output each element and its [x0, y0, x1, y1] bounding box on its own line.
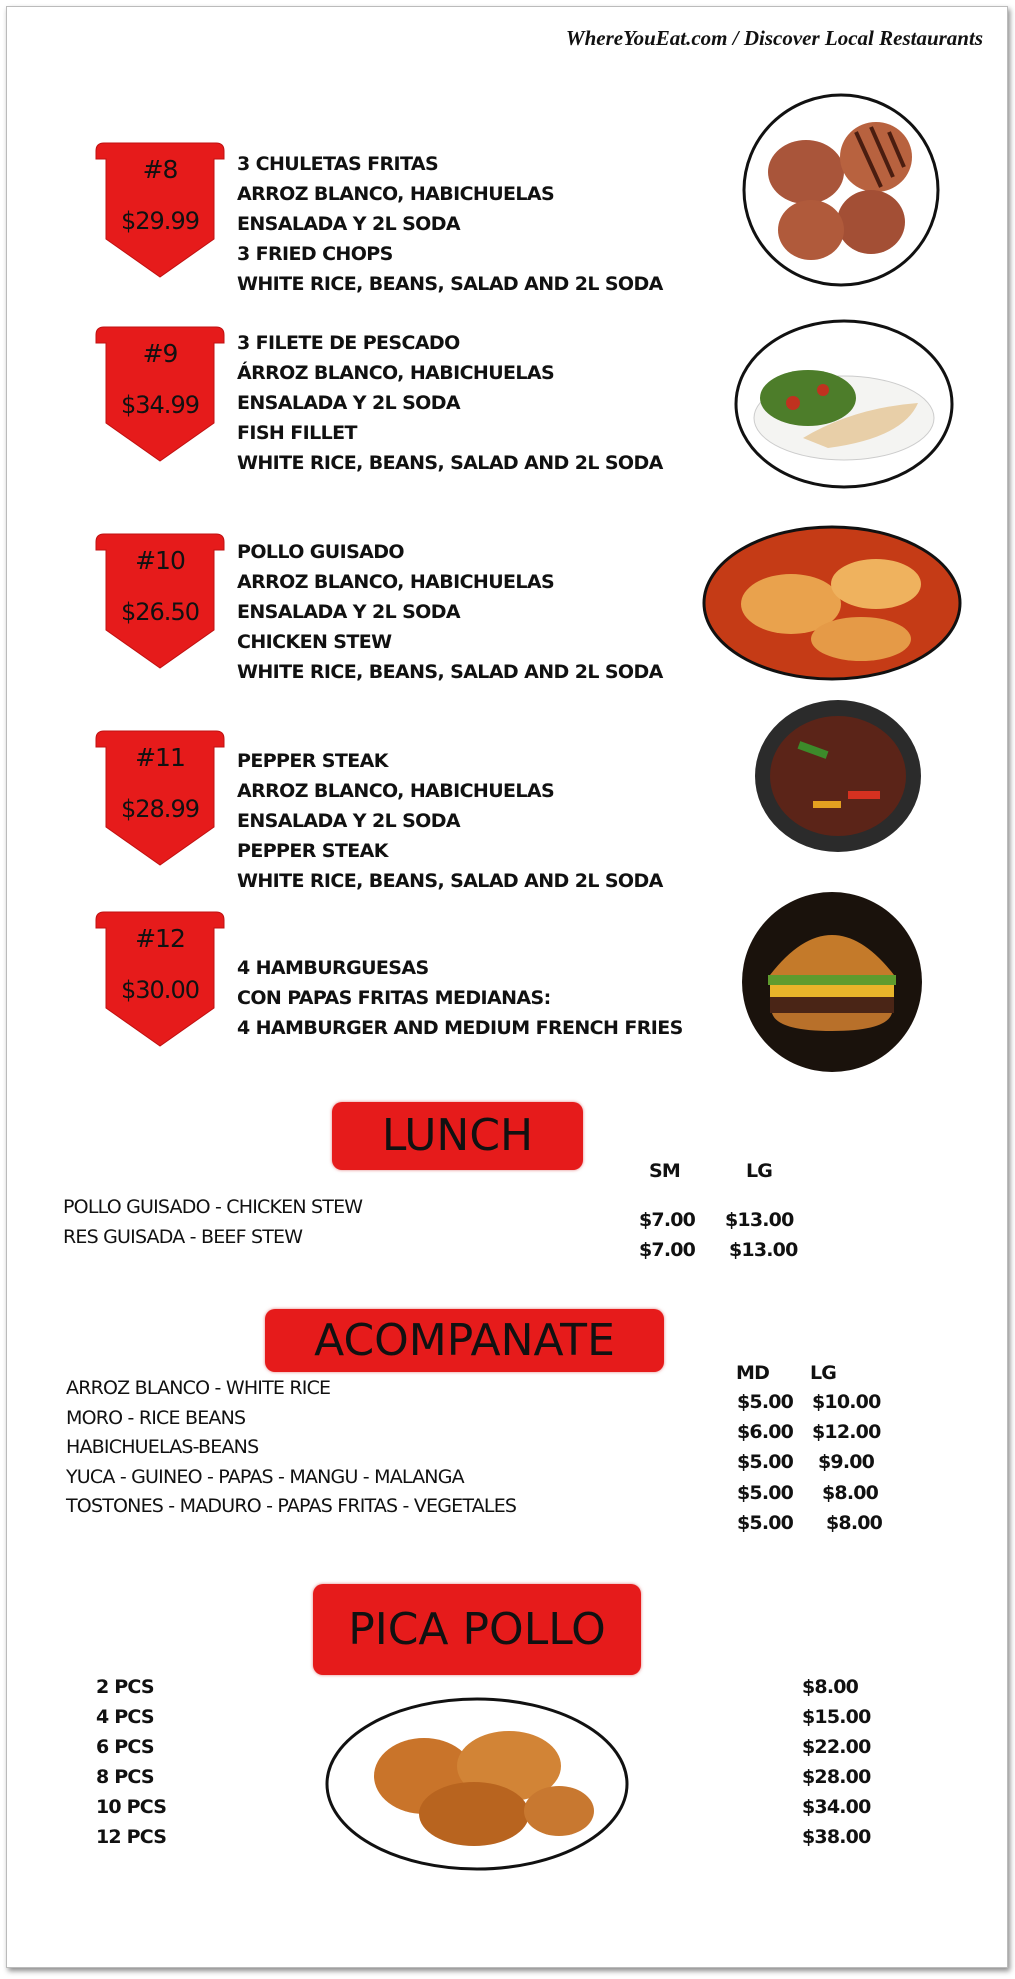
lunch-item-lg-price: $13.00 [729, 1239, 798, 1261]
combo-line: 4 HAMBURGER AND MEDIUM FRENCH FRIES [237, 1017, 683, 1039]
lunch-item-name: RES GUISADA - BEEF STEW [63, 1226, 303, 1248]
combo-line: ENSALADA Y 2L SODA [237, 810, 460, 832]
combo-line: ENSALADA Y 2L SODA [237, 392, 460, 414]
pica-pollo-qty: 8 PCS [96, 1766, 154, 1788]
side-item-lg-price: $8.00 [826, 1511, 883, 1534]
combo-line: WHITE RICE, BEANS, SALAD AND 2L SODA [237, 870, 663, 892]
pepper-steak-image [753, 696, 923, 856]
combo-line: PEPPER STEAK [237, 750, 388, 772]
combo-number: #9 [142, 339, 178, 368]
site-watermark: WhereYouEat.com / Discover Local Restaurants [565, 26, 983, 50]
side-item-lg-price: $9.00 [818, 1451, 875, 1474]
combo-price: $30.00 [121, 976, 199, 1004]
lunch-item-sm-price: $7.00 [639, 1239, 696, 1261]
combo-line: WHITE RICE, BEANS, SALAD AND 2L SODA [237, 452, 663, 474]
side-item-lg-price: $8.00 [822, 1481, 879, 1504]
combo-description [237, 953, 683, 1043]
side-item-lg-price: $10.00 [812, 1391, 881, 1413]
combo-price: $26.50 [121, 598, 199, 626]
combo-line: 3 CHULETAS FRITAS [237, 153, 439, 175]
pica-pollo-price: $8.00 [802, 1676, 859, 1698]
combo-line: ÁRROZ BLANCO, HABICHUELAS [237, 362, 555, 384]
side-item-lg-price: $12.00 [812, 1421, 881, 1444]
fried-pork-chops-image [741, 92, 941, 288]
combo-line: PEPPER STEAK [237, 840, 388, 862]
side-item-md-price: $5.00 [737, 1391, 794, 1413]
side-item-name: MORO - RICE BEANS [66, 1406, 246, 1429]
combo-line: POLLO GUISADO [237, 541, 404, 563]
pica-pollo-qty: 2 PCS [96, 1676, 154, 1698]
combo-line: 3 FILETE DE PESCADO [237, 332, 460, 354]
combo-number: #12 [135, 924, 185, 953]
side-item-name: ARROZ BLANCO - WHITE RICE [66, 1377, 331, 1399]
sides-size-lg: LG [810, 1362, 837, 1384]
combo-description [237, 537, 663, 687]
pica-pollo-price: $15.00 [802, 1706, 871, 1728]
combo-price: $28.99 [121, 795, 199, 823]
pica-pollo-price: $28.00 [802, 1766, 871, 1788]
pica-pollo-qty: 10 PCS [96, 1796, 167, 1818]
lunch-size-sm: SM [649, 1160, 680, 1182]
lunch-item-name: POLLO GUISADO - CHICKEN STEW [63, 1196, 363, 1218]
pica-pollo-price: $34.00 [802, 1796, 871, 1818]
combo-line: ENSALADA Y 2L SODA [237, 601, 460, 623]
combo-line: CHICKEN STEW [237, 631, 392, 653]
combo-number: #8 [142, 155, 178, 184]
combo-line: ARROZ BLANCO, HABICHUELAS [237, 183, 555, 205]
chicken-stew-image [701, 524, 963, 682]
side-item-md-price: $5.00 [737, 1481, 794, 1504]
side-item-md-price: $5.00 [737, 1511, 794, 1534]
combo-badge [90, 910, 230, 1048]
pica-pollo-heading: PICA POLLO [313, 1584, 641, 1675]
fried-chicken-image [324, 1696, 630, 1872]
combo-line: FISH FILLET [237, 422, 357, 444]
pica-pollo-price: $38.00 [802, 1826, 871, 1848]
combo-line: 4 HAMBURGUESAS [237, 957, 429, 979]
combo-price: $29.99 [121, 207, 199, 235]
combo-description [237, 328, 663, 478]
combo-badge [90, 141, 230, 279]
combo-line: WHITE RICE, BEANS, SALAD AND 2L SODA [237, 273, 663, 295]
combo-description [237, 746, 663, 896]
lunch-size-lg: LG [746, 1160, 773, 1182]
side-item-name: HABICHUELAS-BEANS [66, 1436, 259, 1459]
combo-number: #11 [135, 743, 185, 772]
side-item-name: YUCA - GUINEO - PAPAS - MANGU - MALANGA [66, 1465, 464, 1488]
combo-line: ARROZ BLANCO, HABICHUELAS [237, 780, 555, 802]
combo-line: CON PAPAS FRITAS MEDIANAS: [237, 987, 551, 1009]
lunch-item-sm-price: $7.00 [639, 1209, 696, 1231]
side-item-md-price: $6.00 [737, 1421, 794, 1444]
combo-price: $34.99 [121, 391, 199, 419]
combo-badge [90, 325, 230, 463]
pica-pollo-qty: 12 PCS [96, 1826, 167, 1848]
sides-heading: ACOMPANATE [265, 1309, 664, 1372]
combo-line: ARROZ BLANCO, HABICHUELAS [237, 571, 555, 593]
combo-line: ENSALADA Y 2L SODA [237, 213, 460, 235]
side-item-md-price: $5.00 [737, 1451, 794, 1474]
sides-size-md: MD [736, 1362, 770, 1384]
lunch-heading: LUNCH [332, 1102, 583, 1170]
combo-badge [90, 532, 230, 670]
combo-badge [90, 729, 230, 867]
side-item-name: TOSTONES - MADURO - PAPAS FRITAS - VEGETALES [66, 1495, 517, 1518]
lunch-item-lg-price: $13.00 [725, 1209, 794, 1231]
pica-pollo-price: $22.00 [802, 1736, 871, 1758]
pica-pollo-qty: 4 PCS [96, 1706, 154, 1728]
hamburger-fries-image [740, 890, 924, 1074]
combo-line: WHITE RICE, BEANS, SALAD AND 2L SODA [237, 661, 663, 683]
combo-number: #10 [135, 546, 185, 575]
combo-line: 3 FRIED CHOPS [237, 243, 393, 265]
pica-pollo-qty: 6 PCS [96, 1736, 154, 1758]
fish-fillet-salad-image [733, 318, 955, 490]
combo-description [237, 149, 663, 299]
